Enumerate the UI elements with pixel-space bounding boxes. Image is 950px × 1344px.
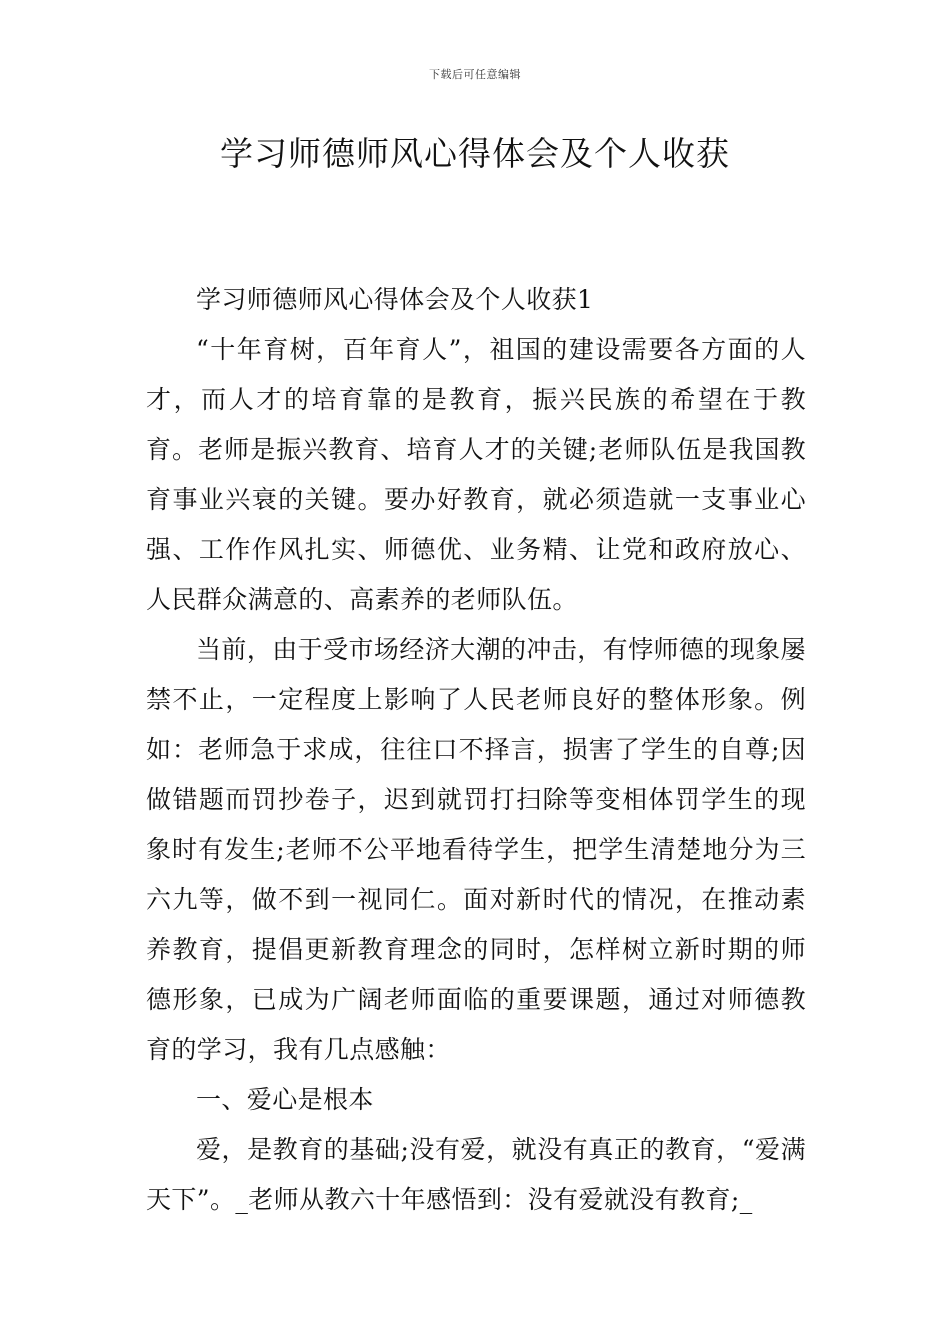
download-note: 下载后可任意编辑	[429, 68, 521, 81]
paragraph: 爱，是教育的基础;没有爱，就没有真正的教育，“爱满天下”。_老师从教六十年感悟到：没有爱就没有教育;_	[146, 1135, 806, 1214]
paragraph: 当前，由于受市场经济大潮的冲击，有悖师德的现象屡禁不止，一定程度上影响了人民老师良好的整体形象。例如：老师急于求成，往往口不择言，损害了学生的自尊;因做错题而罚抄卷子，迟到就罚打扫除等变相体罚学生的现象时有发生;老师不公平地看待学生，把学生清楚地分为三六九等，做不到一视同仁。面对新时代的情况，在推动素养教育，提倡更新教育理念的同时，怎样树立新时期的师德形象，已成为广阔老师面临的重要课题，通过对师德教育的学习，我有几点感触：	[146, 635, 806, 1064]
page-title: 学习师德师风心得体会及个人收获	[220, 134, 730, 173]
section-heading: 学习师德师风心得体会及个人收获1	[196, 285, 594, 314]
subsection-heading: 一、爱心是根本	[196, 1085, 374, 1114]
document-body	[146, 275, 806, 1225]
paragraph: “十年育树，百年育人”，祖国的建设需要各方面的人才，而人才的培育靠的是教育，振兴民族的希望在于教育。老师是振兴教育、培育人才的关键;老师队伍是我国教育事业兴衰的关键。要办好教育，就必须造就一支事业心强、工作作风扎实、师德优、业务精、让党和政府放心、人民群众满意的、高素养的老师队伍。	[146, 335, 806, 614]
